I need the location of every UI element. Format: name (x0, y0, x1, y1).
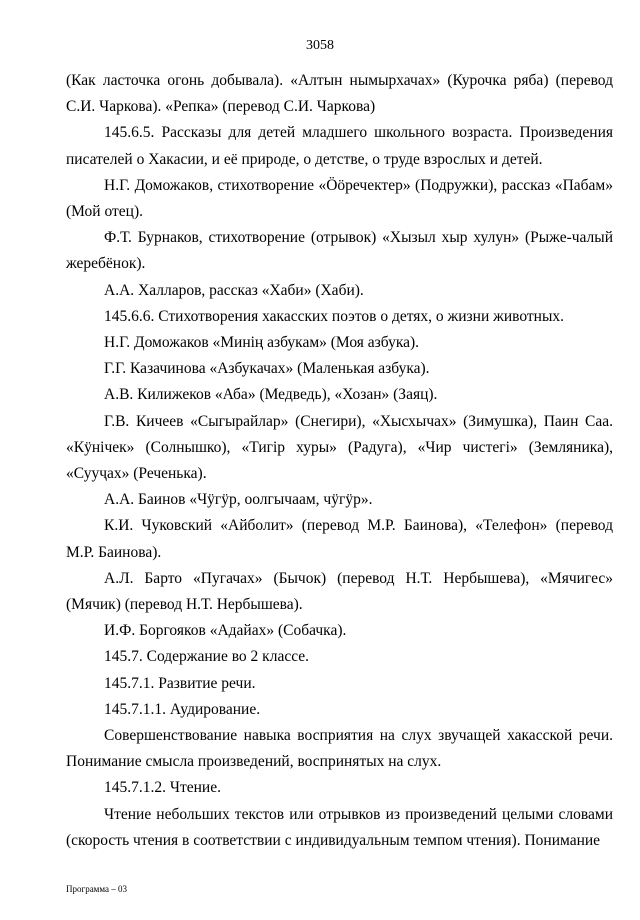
paragraph: К.И. Чуковский «Айболит» (перевод М.Р. Баинова), «Телефон» (перевод М.Р. Баинова). (66, 517, 613, 561)
paragraph: И.Ф. Боргояков «Адайах» (Собачка). (104, 622, 347, 640)
paragraph: Н.Г. Доможаков «Минiң азбукам» (Моя азбука). (104, 334, 420, 352)
paragraph: А.Л. Барто «Пугачах» (Бычок) (перевод Н.Т. Нербышева), «Мячигес» (Мячик) (перевод Н.Т. Нербышева). (66, 569, 613, 614)
section-heading: 145.7.1.2. Чтение. (104, 779, 221, 797)
section-heading: 145.7. Содержание во 2 классе. (104, 648, 310, 666)
paragraph: А.В. Килижеков «Аба» (Медведь), «Хозан» (Заяц). (104, 386, 438, 404)
paragraph: 145.6.6. Стихотворения хакасских поэтов о детях, о жизни животных. (104, 307, 565, 325)
paragraph: Совершенствование навыка восприятия на слух звучащей хакасской речи. Понимание смысла произведений, воспринятых на слух. (66, 727, 613, 771)
paragraph: Г.В. Кичеев «Сыгырайлар» (Снегири), «Хысхычах» (Зимушка), Паин Саа. «Кÿнiчек» (Солнышко), «Тигiр хуры» (Радуга), «Чир чистегi» (Земляника), «Сууҷах» (Реченька). (66, 412, 613, 483)
document-body (66, 68, 613, 854)
paragraph: А.А. Баинов «Чÿгÿр, оолгычаам, чÿгÿр». (104, 491, 373, 509)
paragraph: Н.Г. Доможаков, стихотворение «Ööречектер» (Подружки), рассказ «Пабам» (Мой отец). (66, 176, 613, 221)
section-heading: 145.7.1.1. Аудирование. (104, 700, 261, 718)
paragraph: А.А. Халларов, рассказ «Хаби» (Хаби). (104, 281, 364, 299)
paragraph: (Как ласточка огонь добывала). «Алтын нымырхачах» (Курочка ряба) (перевод С.И. Чаркова). «Репка» (перевод С.И. Чаркова) (66, 72, 613, 116)
paragraph: 145.6.5. Рассказы для детей младшего школьного возраста. Произведения писателей о Хакасии, и её природе, о детстве, о труде взрослых и детей. (66, 124, 613, 168)
page-number: 3058 (306, 38, 334, 53)
paragraph: Ф.Т. Бурнаков, стихотворение (отрывок) «Хызыл хыр хулун» (Рыже-чалый жеребёнок). (66, 229, 613, 273)
paragraph: Чтение небольших текстов или отрывков из произведений целыми словами (скорость чтения в соответствии с индивидуальным темпом чтения). Понимание (66, 805, 613, 849)
page-footer: Программа – 03 (66, 884, 128, 894)
section-heading: 145.7.1. Развитие речи. (104, 674, 256, 692)
paragraph: Г.Г. Казачинова «Азбукачах» (Маленькая азбука). (104, 360, 430, 378)
